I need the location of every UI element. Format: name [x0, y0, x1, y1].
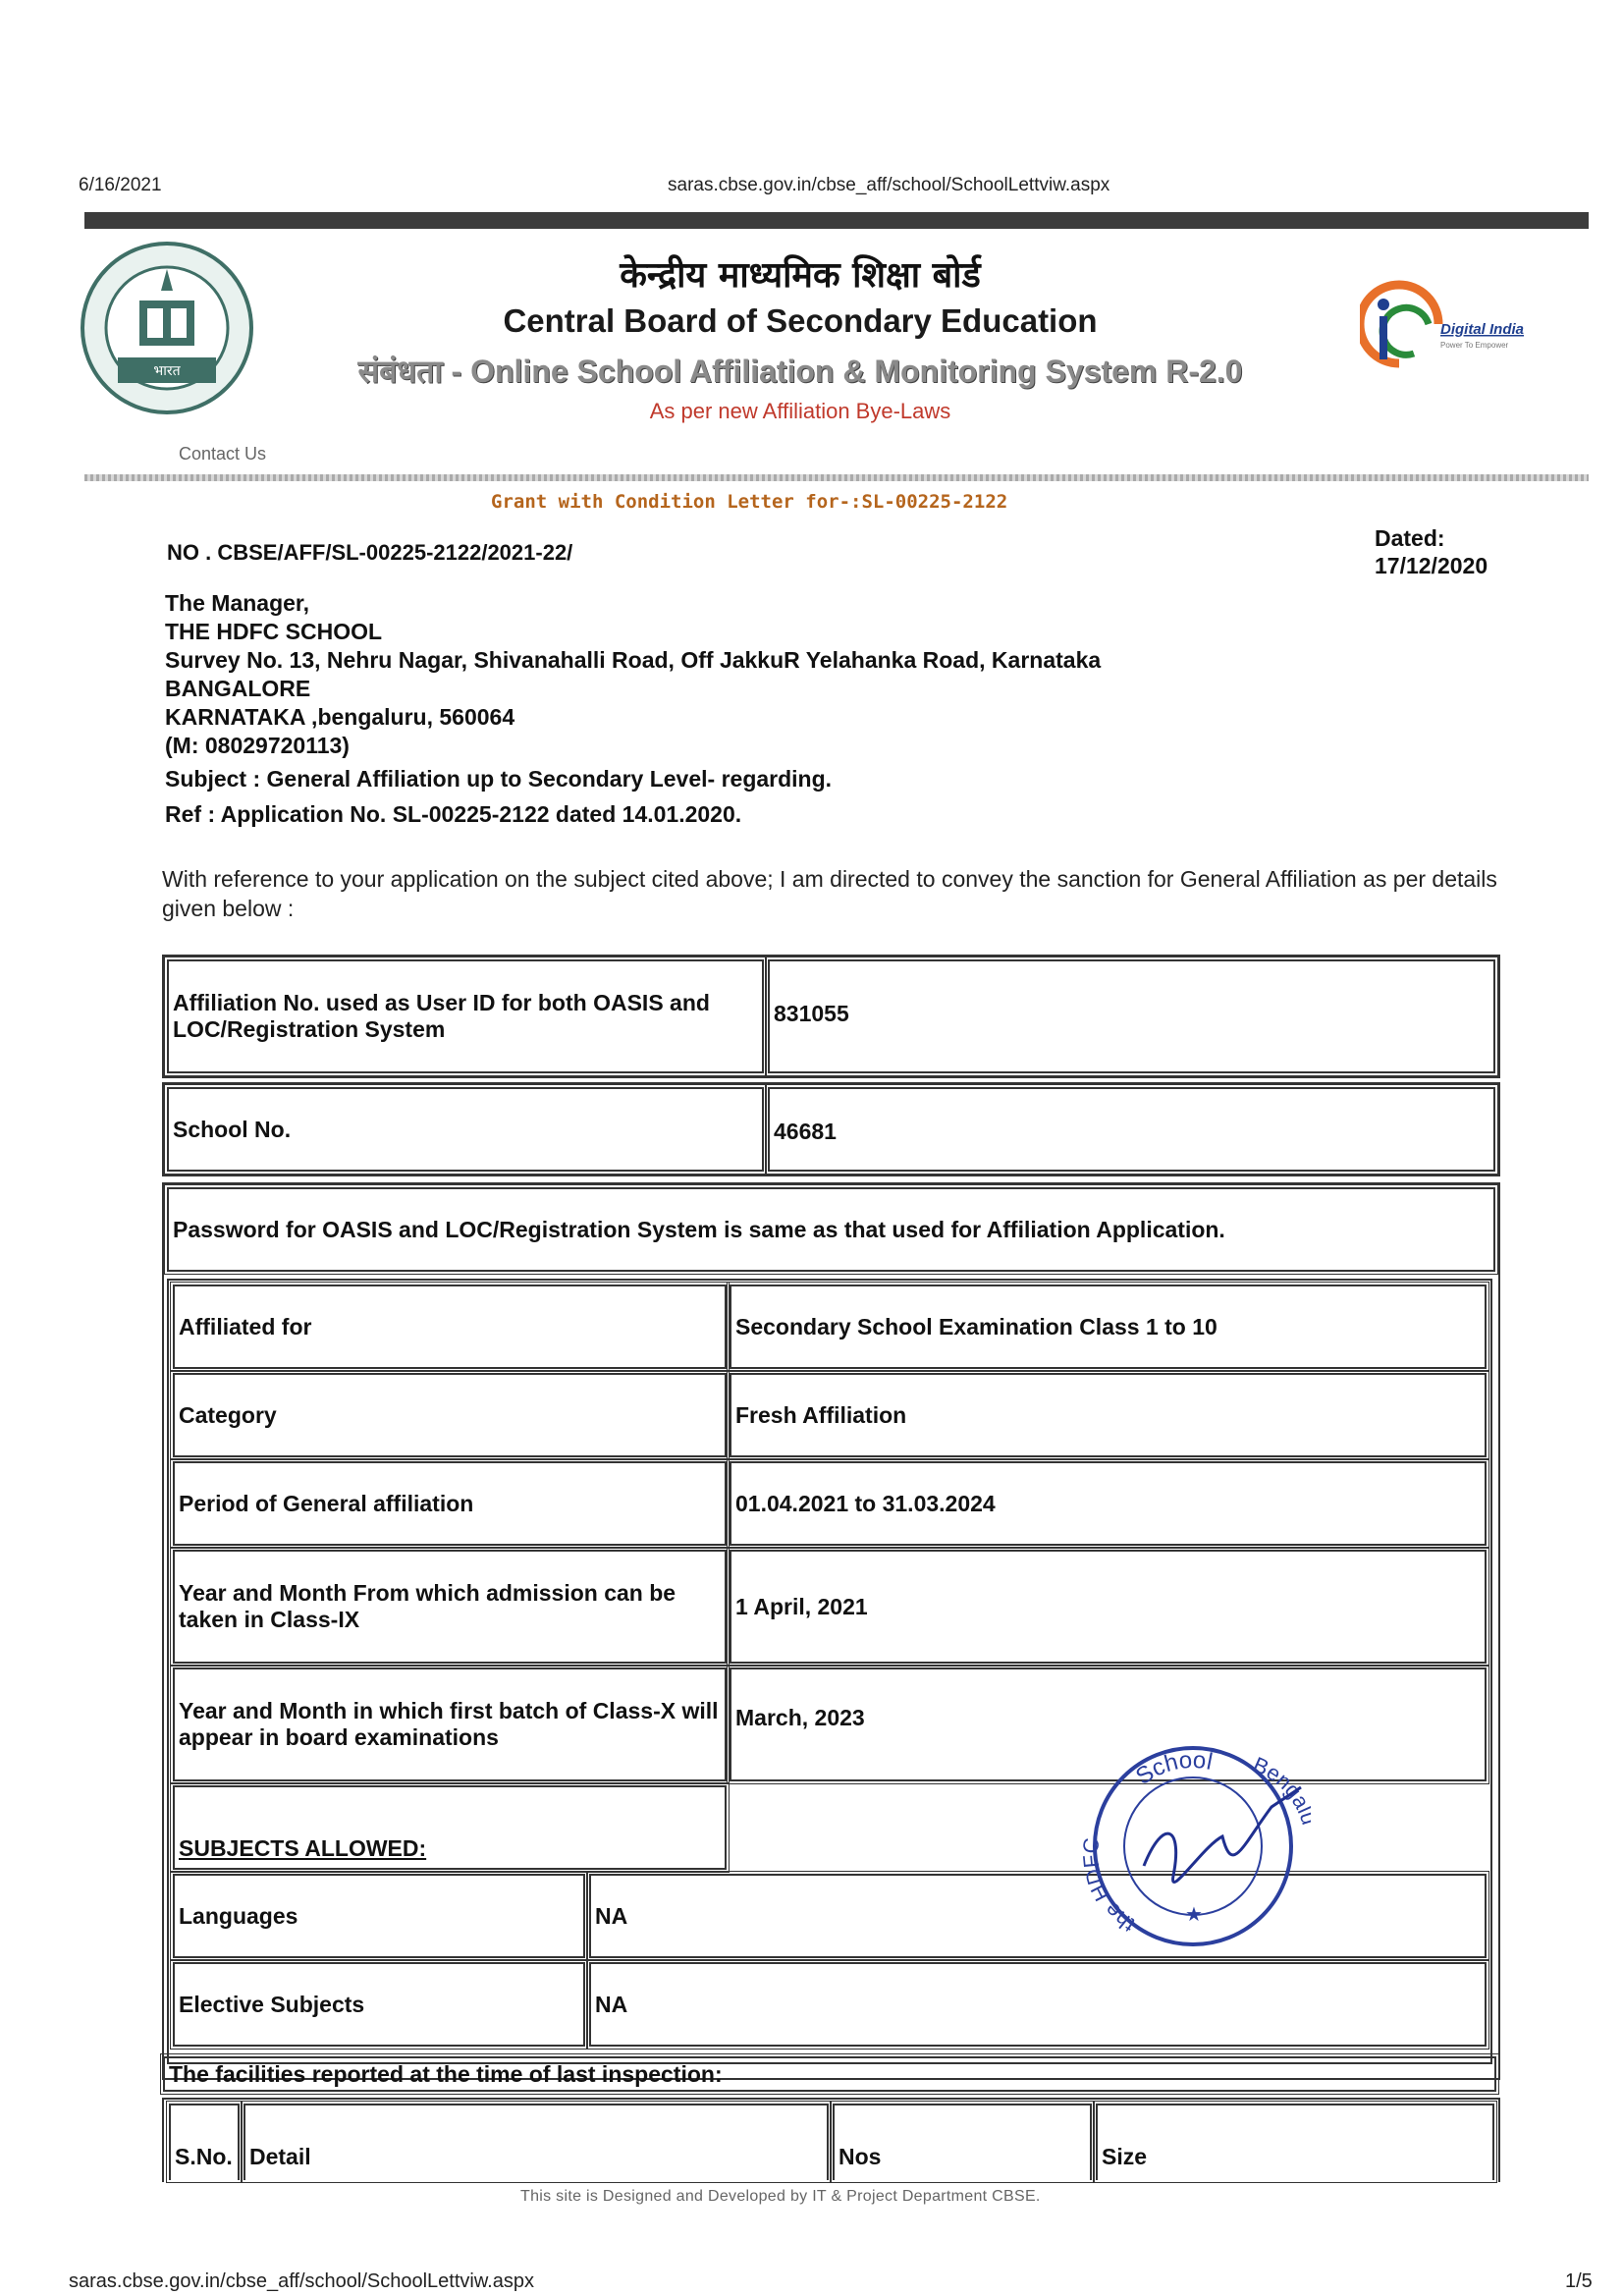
address-line: (M: 08029720113) — [165, 733, 350, 758]
languages-value: NA — [589, 1874, 1487, 1958]
title-hindi: केन्द्रीय माध्यमिक शिक्षा बोर्ड — [620, 255, 981, 296]
subject-line: Subject : General Affiliation up to Secondary Level- regarding. — [165, 766, 833, 792]
dated-value: 17/12/2020 — [1375, 553, 1488, 578]
first-batch-value: March, 2023 — [730, 1667, 1487, 1781]
facilities-col-detail: Detail — [243, 2104, 829, 2180]
digital-india-tagline: Power To Empower — [1440, 341, 1509, 350]
languages-label: Languages — [173, 1874, 585, 1958]
password-note: Password for OASIS and LOC/Registration System is same as that used for Affiliation Application. — [167, 1187, 1495, 1272]
category-value: Fresh Affiliation — [730, 1373, 1487, 1457]
dated-label: Dated: — [1375, 525, 1445, 551]
school-label: School No. — [167, 1087, 764, 1172]
svg-text:the HDFC — [1078, 1836, 1139, 1938]
system-title: संबंधता - Online School Affiliation & Monitoring System R-2.0 — [357, 354, 1243, 389]
stamp-text-left: the HDFC — [1077, 1836, 1140, 1938]
affiliation-label: Affiliation No. used as User ID for both OASIS and LOC/Registration System — [167, 959, 764, 1073]
recipient-address — [165, 589, 1101, 760]
intro-paragraph: With reference to your application on the subject cited above; I am directed to convey the sanction for General Affiliation as per details given below : — [162, 866, 1497, 921]
period-value: 01.04.2021 to 31.03.2024 — [730, 1461, 1487, 1546]
digital-india-text: Digital India — [1440, 321, 1525, 338]
elective-value: NA — [589, 1962, 1487, 2047]
school-value: 46681 — [768, 1087, 1495, 1172]
stamp-star-icon: ★ — [1185, 1904, 1203, 1926]
admission-value: 1 April, 2021 — [730, 1550, 1487, 1664]
contact-us-link[interactable]: Contact Us — [179, 444, 267, 464]
address-line: Survey No. 13, Nehru Nagar, Shivanahalli Road, Off JakkuR Yelahanka Road, Karnataka — [165, 647, 1102, 673]
reference-line: Ref : Application No. SL-00225-2122 dated 14.01.2020. — [165, 801, 742, 827]
header-separator — [84, 474, 1589, 481]
affiliated-for-value: Secondary School Examination Class 1 to 10 — [730, 1285, 1487, 1369]
facilities-col-size: Size — [1096, 2104, 1494, 2180]
affiliated-for-label: Affiliated for — [173, 1285, 727, 1369]
address-line: KARNATAKA ,bengaluru, 560064 — [165, 704, 515, 730]
elective-label: Elective Subjects — [173, 1962, 585, 2047]
address-line: BANGALORE — [165, 676, 311, 701]
logo-left-text: भारत — [153, 363, 181, 379]
svg-text:Bengalu — [1250, 1752, 1311, 1828]
subjects-allowed-heading: SUBJECTS ALLOWED: — [173, 1785, 727, 1870]
stamp-text-right: Beng — [1249, 1751, 1307, 1803]
school-stamp — [1075, 1728, 1311, 1964]
facilities-heading: The facilities reported at the time of last inspection: — [163, 2056, 1496, 2092]
print-date: 6/16/2021 — [79, 175, 162, 195]
footer-credit: This site is Designed and Developed by IT & Project Department CBSE. — [520, 2188, 1041, 2205]
facilities-col-nos: Nos — [833, 2104, 1092, 2180]
address-line: The Manager, — [165, 590, 309, 616]
svg-text:School — [1131, 1747, 1215, 1790]
admission-label: Year and Month From which admission can be taken in Class-IX — [173, 1550, 727, 1664]
print-url-bottom: saras.cbse.gov.in/cbse_aff/school/SchoolLettviw.aspx — [69, 2270, 534, 2292]
subtitle: As per new Affiliation Bye-Laws — [649, 399, 951, 423]
digital-india-logo — [1360, 275, 1556, 373]
cbse-logo — [79, 240, 255, 416]
print-url-top: saras.cbse.gov.in/cbse_aff/school/SchoolLettviw.aspx — [668, 175, 1110, 195]
period-label: Period of General affiliation — [173, 1461, 727, 1546]
affiliation-value: 831055 — [768, 959, 1495, 1073]
category-label: Category — [173, 1373, 727, 1457]
facilities-col-sno: S.No. — [169, 2104, 240, 2180]
page-number: 1/5 — [1565, 2270, 1593, 2292]
grant-heading: Grant with Condition Letter for-:SL-00225-2122 — [491, 491, 1008, 513]
header-band — [84, 212, 1589, 229]
stamp-text-top: School — [1131, 1746, 1216, 1791]
reference-number: NO . CBSE/AFF/SL-00225-2122/2021-22/ — [167, 540, 573, 565]
title-english: Central Board of Secondary Education — [503, 302, 1098, 339]
address-line: THE HDFC SCHOOL — [165, 619, 383, 644]
first-batch-label: Year and Month in which first batch of Class-X will appear in board examinations — [173, 1667, 727, 1781]
